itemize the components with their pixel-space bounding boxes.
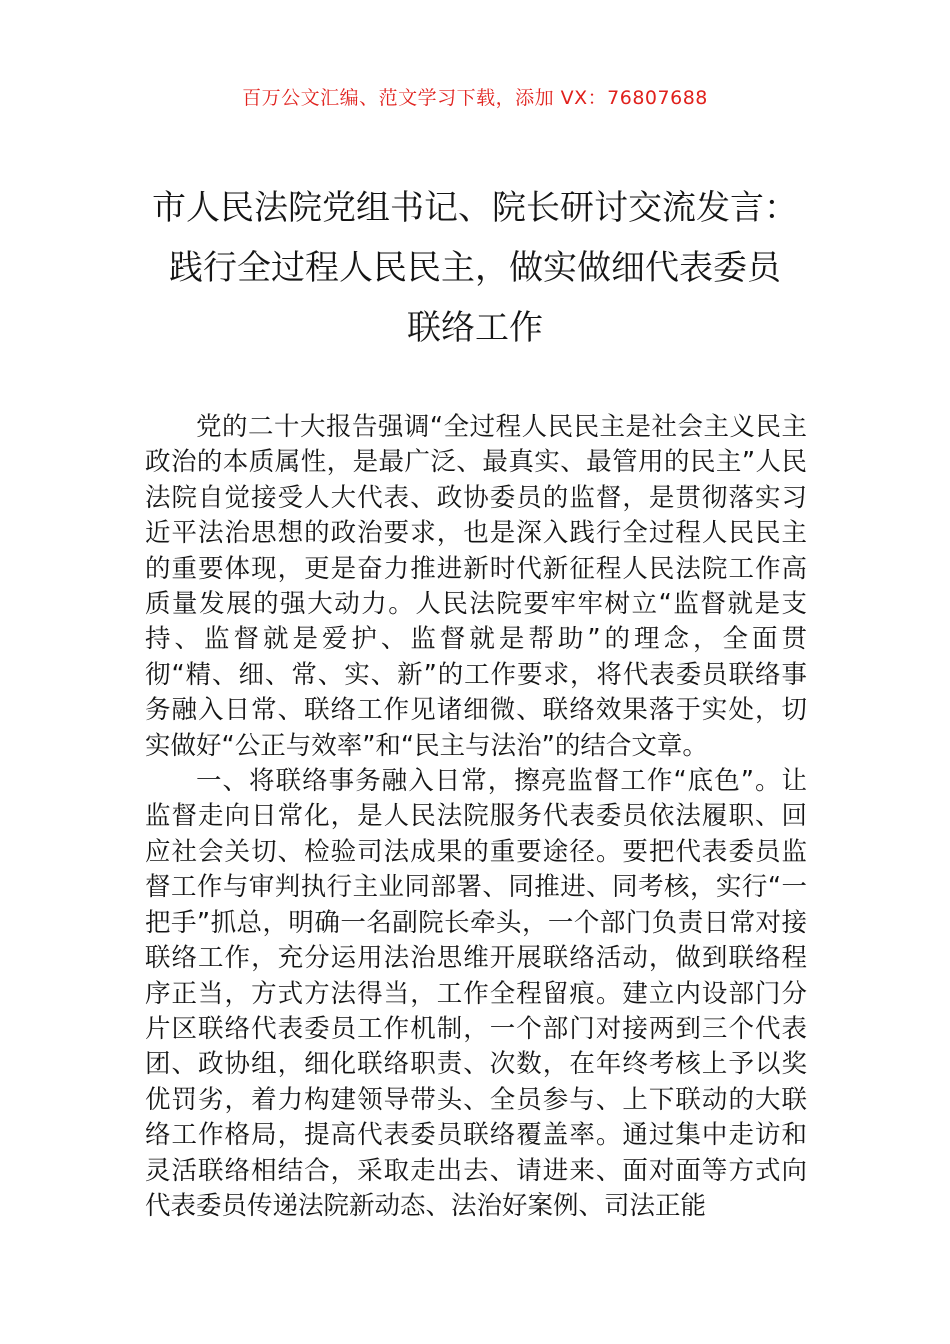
body-paragraph-intro: 党的二十大报告强调“全过程人民民主是社会主义民主政治的本质属性，是最广泛、最真实、最管用的民主”人民法院自觉接受人大代表、政协委员的监督，是贯彻落实习近平法治思想的政治要求，也是深入践行全过程人民民主的重要体现，更是奋力推进新时代新征程人民法院工作高质量发展的强大动力。人民法院要牢牢树立“监督就是支持、监督就是爱护、监督就是帮助”的理念，全面贯彻“精、细、常、实、新”的工作要求，将代表委员联络事务融入日常、联络工作见诸细微、联络效果落于实处，切实做好“公正与效率”和“民主与法治”的结合文章。	[145, 412, 807, 761]
title-line-2: 践行全过程人民民主，做实做细代表委员	[169, 248, 781, 288]
body-paragraph-section-1: 一、将联络事务融入日常，擦亮监督工作“底色”。让监督走向日常化，是人民法院服务代表委员依法履职、回应社会关切、检验司法成果的重要途径。要把代表委员监督工作与审判执行主业同部署、同推进、同考核，实行“一把手”抓总，明确一名副院长牵头，一个部门负责日常对接联络工作，充分运用法治思维开展联络活动，做到联络程序正当，方式方法得当，工作全程留痕。建立内设部门分片区联络代表委员工作机制，一个部门对接两到三个代表团、政协组，细化联络职责、次数，在年终考核上予以奖优罚劣，着力构建领导带头、全员参与、上下联动的大联络工作格局，提高代表委员联络覆盖率。通过集中走访和灵活联络相结合，采取走出去、请进来、面对面等方式向代表委员传递法院新动态、法治好案例、司法正能	[145, 766, 807, 1221]
document-title	[130, 178, 820, 358]
title-line-3: 联络工作	[407, 308, 543, 348]
header-watermark-note: 百万公文汇编、范文学习下载，添加 VX：76807688	[242, 87, 708, 109]
document-body	[145, 410, 807, 1224]
title-line-1: 市人民法院党组书记、院长研讨交流发言：	[152, 188, 798, 228]
